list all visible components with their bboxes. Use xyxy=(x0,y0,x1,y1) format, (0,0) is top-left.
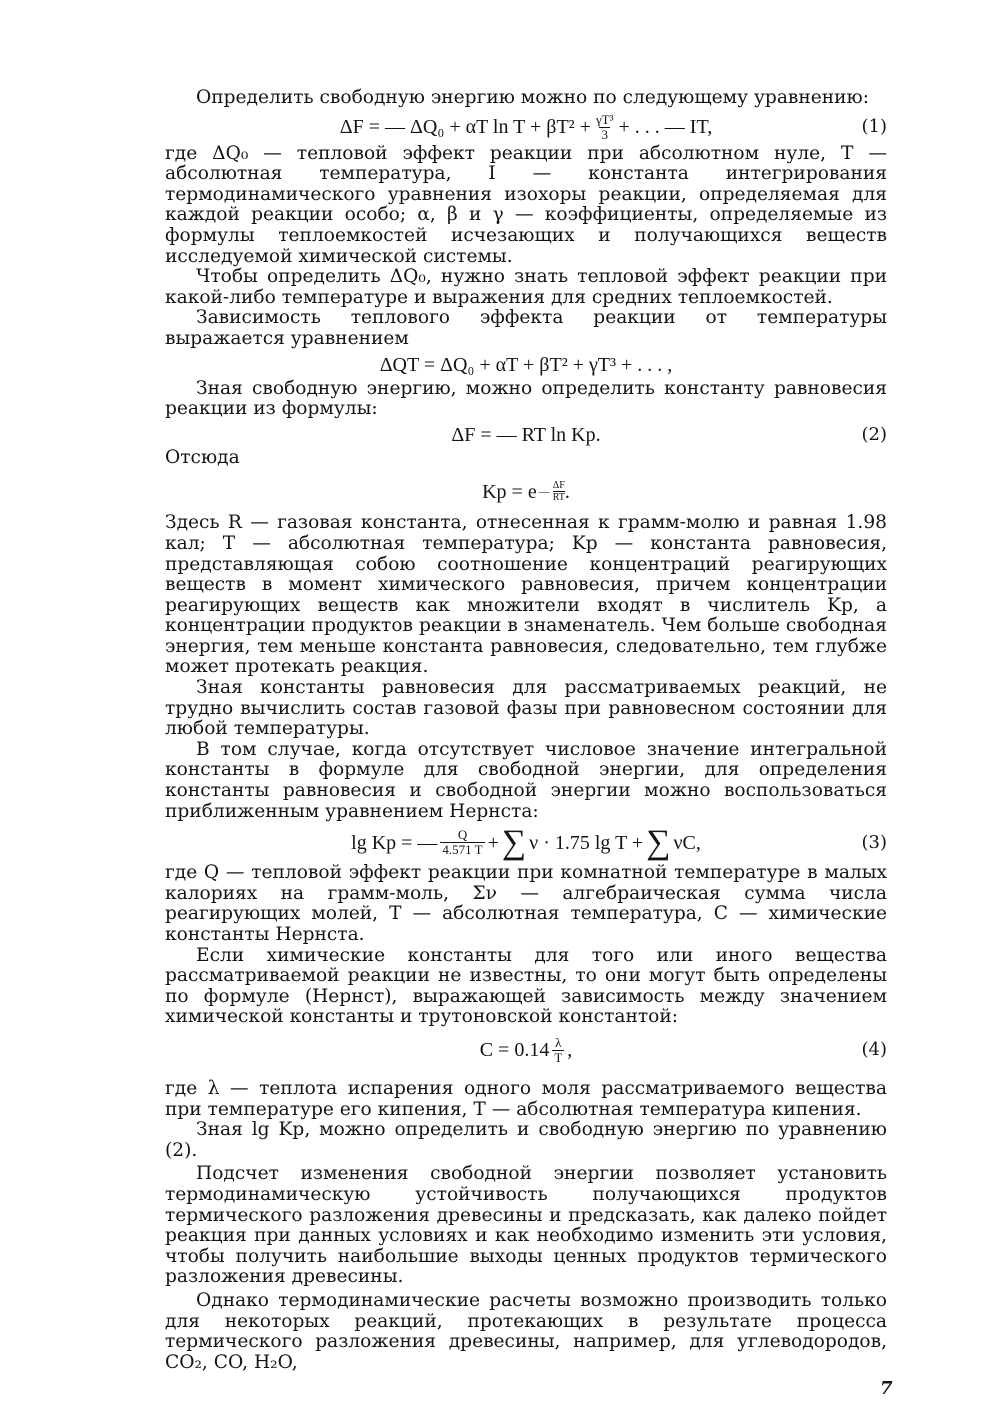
fraction-denominator: T xyxy=(554,1049,563,1065)
paragraph: Зная константы равновесия для рассматриваемых реакций, не трудно вычислить состав газовой фазы при равновесном состоянии для любой температуры. xyxy=(165,677,887,740)
equation-1 xyxy=(165,113,887,142)
paragraph: Подсчет изменения свободной энергии позволяет установить термодинамическую устойчивость получающихся продуктов термического разложения древесины и предсказать, как далеко пойдет реакция при данных условиях и как необходимо изменить эти условия, чтобы получить наибольшие выходы ценных продуктов термического разложения древесины. xyxy=(165,1163,887,1288)
paragraph: Чтобы определить ΔQ₀, нужно знать тепловой эффект реакции при какой-либо температуре и выражения для средних теплоемкостей. xyxy=(165,266,887,308)
sum-symbol: ∑ xyxy=(646,823,671,861)
equation-number-4: (4) xyxy=(861,1039,887,1061)
paragraph: Зная свободную энергию, можно определить константу равновесия реакции из формулы: xyxy=(165,377,887,420)
paragraph: Здесь R — газовая константа, отнесенная к грамм-молю и равная 1.98 кал; T — абсолютная температура; Kр — константа равновесия, представляющая собою соотношение концентраций реагирующих веществ в момент химического равновесия, причем концентрации реагирующих веществ как множители входят в числитель Kр, а концентрации продуктов реакции в знаменатель. Чем больше свободная энергия, тем меньше константа равновесия, следовательно, тем глубже может протекать реакция. xyxy=(165,512,887,678)
paragraph: Однако термодинамические расчеты возможно производить только для некоторых реакций, протекающих в результате процесса термического разложения древесины, например, для углеводородов, CO₂, CO, H₂O, xyxy=(165,1289,887,1373)
equation-3-term-2: νC, xyxy=(673,831,701,854)
paragraph: где λ — теплота испарения одного моля рассматриваемого вещества при температуре его кипения, T — абсолютная температура кипения. xyxy=(165,1077,887,1120)
equation-heat-effect-expr: ΔQT = ΔQ₀ + αT + βT² + γT³ + . . . , xyxy=(379,353,673,376)
paragraph: Зависимость теплового эффекта реакции от температуры выражается уравнением xyxy=(165,307,887,349)
equation-1-rhs: + . . . — IT, xyxy=(618,116,713,139)
fraction-denominator: 4.571 T xyxy=(442,842,483,858)
equation-k-exp-sign: — xyxy=(538,485,550,498)
equation-1-fraction xyxy=(594,113,616,142)
exponent-numerator: ΔF xyxy=(552,480,565,492)
fraction-numerator: λ xyxy=(555,1034,562,1050)
equation-3-fraction xyxy=(440,828,484,857)
equation-3-lhs: lg Kр = — xyxy=(351,831,438,854)
paragraph: где Q — тепловой эффект реакции при комнатной температуре в малых калориях на грамм-моль, Σν — алгебраическая сумма числа реагирующих молей, T — абсолютная температура, C — химические константы Нернста. xyxy=(165,862,887,945)
fraction-denominator: 3 xyxy=(601,126,608,142)
equation-heat-effect xyxy=(165,354,887,376)
fraction-numerator: Q xyxy=(457,827,468,843)
equation-3-plus: + xyxy=(487,831,499,854)
equation-equilibrium-constant xyxy=(165,480,887,503)
equation-1-lhs: ΔF = — ΔQ₀ + αT ln T + βT² + xyxy=(339,116,591,139)
equation-4-end: , xyxy=(567,1039,573,1062)
equation-2 xyxy=(165,424,887,446)
page-number: 7 xyxy=(880,1378,893,1399)
equation-3-term-1: ν · 1.75 lg T + xyxy=(529,831,644,854)
exponent-denominator: RT xyxy=(552,492,565,504)
equation-3 xyxy=(165,823,887,861)
equation-4 xyxy=(165,1036,887,1065)
body-text xyxy=(165,88,887,1373)
equation-4-fraction xyxy=(552,1036,564,1065)
paragraph: Определить свободную энергию можно по следующему уравнению: xyxy=(196,87,870,108)
equation-number-3: (3) xyxy=(861,831,887,853)
paragraph: Если химические константы для того или иного вещества рассматриваемой реакции не известны, то они могут быть определены по формуле (Нернст), выражающей зависимость между значением химической константы и трутоновской константой: xyxy=(165,944,887,1028)
paragraph: Отсюда xyxy=(165,446,240,468)
equation-2-expr: ΔF = — RT ln Kр. xyxy=(451,423,601,446)
equation-number-1: (1) xyxy=(861,116,887,138)
equation-4-lhs: C = 0.14 xyxy=(479,1039,550,1062)
paragraph: Зная lg Kр, можно определить и свободную энергию по уравнению (2). xyxy=(165,1119,887,1161)
fraction-numerator: γT³ xyxy=(595,111,614,127)
paragraph: В том случае, когда отсутствует числовое значение интегральной константы в формуле для свободной энергии, для определения константы равновесия и свободной энергии можно воспользоваться приближенным уравнением Нернста: xyxy=(165,738,887,822)
equation-k-base: Kр = e xyxy=(482,480,537,503)
equation-number-2: (2) xyxy=(861,423,887,445)
paragraph: где ΔQ₀ — тепловой эффект реакции при абсолютном нуле, T — абсолютная температура, I — константа интегрирования термодинамического уравнения изохоры реакции, определяемая для каждой реакции особо; α, β и γ — коэффициенты, определяемые из формулы теплоемкостей исчезающих и получающихся веществ исследуемой химической системы. xyxy=(165,142,887,267)
sum-symbol: ∑ xyxy=(501,823,527,861)
equation-k-exponent xyxy=(553,480,565,503)
equation-k-end: . xyxy=(564,480,570,503)
